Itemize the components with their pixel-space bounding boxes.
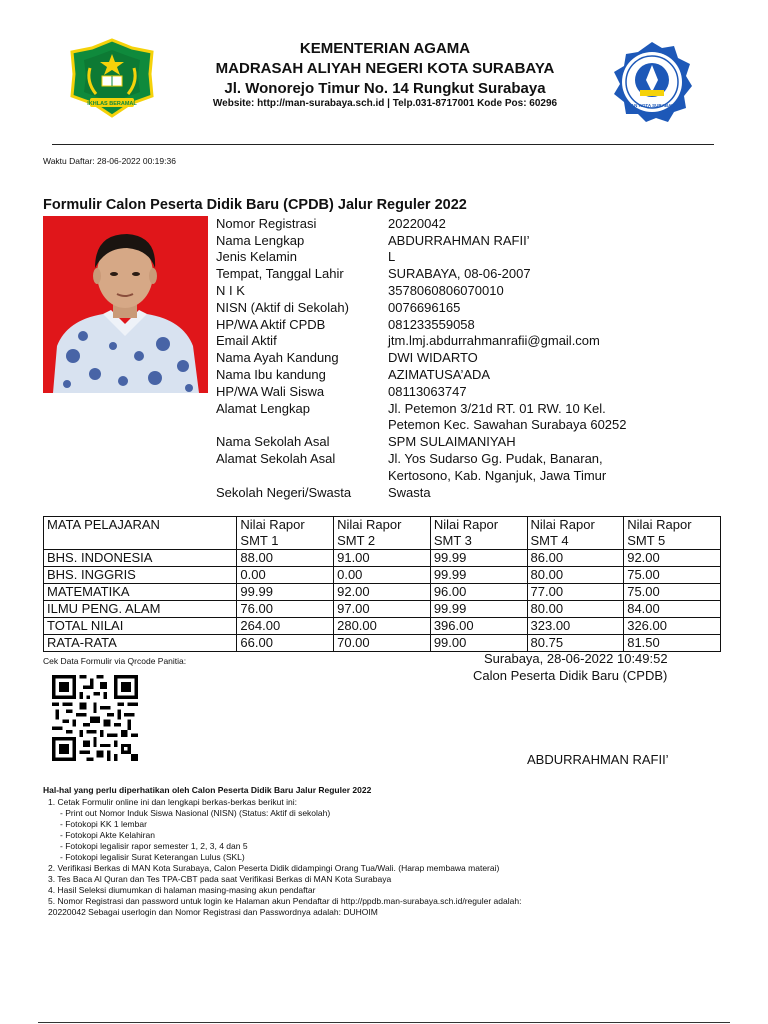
svg-text:IKHLAS BERAMAL: IKHLAS BERAMAL: [87, 101, 137, 107]
subject-cell: BHS. INGGRIS: [44, 567, 237, 584]
score-cell: 323.00: [527, 618, 624, 635]
score-cell: 99.99: [430, 550, 527, 567]
score-cell: 99.99: [430, 567, 527, 584]
form-title: Formulir Calon Peserta Didik Baru (CPDB) Jalur Reguler 2022: [43, 197, 467, 213]
notes-title: Hal-hal yang perlu diperhatikan oleh Calon Peserta Didik Baru Jalur Reguler 2022: [43, 785, 372, 795]
header-semester: Nilai Rapor SMT 1: [237, 517, 334, 550]
kemenag-logo: [68, 38, 156, 118]
score-cell: 92.00: [334, 584, 431, 601]
field-label: HP/WA Wali Siswa: [216, 384, 325, 399]
field-value: L: [388, 249, 396, 264]
note-line: 5. Nomor Registrasi dan password untuk login ke Halaman akun Pendaftar di http://ppdb.man-surabaya.sch.id/reguler adalah:: [48, 896, 522, 906]
field-value: SPM SULAIMANIYAH: [388, 434, 516, 449]
subject-cell: RATA-RATA: [44, 635, 237, 652]
score-cell: 77.00: [527, 584, 624, 601]
field-value: 08113063747: [388, 384, 467, 399]
field-value: 20220042: [388, 216, 446, 231]
table-row: [44, 601, 721, 618]
header-divider: [52, 144, 714, 145]
field-label: Alamat Lengkap: [216, 401, 310, 416]
header-semester: Nilai Rapor SMT 3: [430, 517, 527, 550]
field-value: Jl. Yos Sudarso Gg. Pudak, Banaran,: [388, 451, 603, 466]
field-label: HP/WA Aktif CPDB: [216, 317, 326, 332]
table-row: [44, 584, 721, 601]
field-value: Swasta: [388, 485, 431, 500]
score-cell: 81.50: [624, 635, 721, 652]
field-label: Nomor Registrasi: [216, 216, 317, 231]
field-value: ABDURRAHMAN RAFII’: [388, 233, 530, 248]
score-cell: 396.00: [430, 618, 527, 635]
score-cell: 0.00: [237, 567, 334, 584]
score-cell: 99.99: [430, 601, 527, 618]
score-cell: 280.00: [334, 618, 431, 635]
field-value-continued: Petemon Kec. Sawahan Surabaya 60252: [388, 417, 627, 432]
field-value-continued: Kertosono, Kab. Nganjuk, Jawa Timur: [388, 468, 607, 483]
field-label: Nama Sekolah Asal: [216, 434, 330, 449]
note-line: 1. Cetak Formulir online ini dan lengkapi berkas-berkas berikut ini:: [48, 797, 297, 807]
score-cell: 80.00: [527, 567, 624, 584]
qr-code-icon: [52, 675, 138, 761]
score-cell: 70.00: [334, 635, 431, 652]
score-cell: 75.00: [624, 567, 721, 584]
header-contact: Website: http://man-surabaya.sch.id | Telp.031-8717001 Kode Pos: 60296: [212, 98, 558, 109]
applicant-photo: [43, 216, 208, 393]
score-cell: 86.00: [527, 550, 624, 567]
score-cell: 326.00: [624, 618, 721, 635]
field-label: Email Aktif: [216, 333, 277, 348]
score-cell: 96.00: [430, 584, 527, 601]
header-school-name: MADRASAH ALIYAH NEGERI KOTA SURABAYA: [215, 60, 555, 77]
svg-text:MAN KOTA SURABAYA: MAN KOTA SURABAYA: [627, 103, 677, 108]
header-semester: Nilai Rapor SMT 2: [334, 517, 431, 550]
note-line: 3. Tes Baca Al Quran dan Tes TPA-CBT pada saat Verifikasi Berkas di MAN Kota Surabaya: [48, 874, 392, 884]
header-address: Jl. Wonorejo Timur No. 14 Rungkut Surabaya: [224, 80, 546, 97]
score-cell: 84.00: [624, 601, 721, 618]
field-value: 0076696165: [388, 300, 461, 315]
header-semester: Nilai Rapor SMT 5: [624, 517, 721, 550]
score-cell: 264.00: [237, 618, 334, 635]
grades-table: [43, 516, 721, 652]
field-label: Jenis Kelamin: [216, 249, 297, 264]
footer-divider: [38, 1022, 730, 1023]
note-line: - Fotokopi legalisir rapor semester 1, 2, 3, 4 dan 5: [60, 841, 248, 851]
score-cell: 66.00: [237, 635, 334, 652]
note-line: 2. Verifikasi Berkas di MAN Kota Surabaya, Calon Peserta Didik didampingi Orang Tua/Wali. (Harap membawa materai): [48, 863, 500, 873]
signature-name: ABDURRAHMAN RAFII’: [527, 752, 669, 767]
field-label: NISN (Aktif di Sekolah): [216, 300, 349, 315]
score-cell: 80.75: [527, 635, 624, 652]
subject-cell: ILMU PENG. ALAM: [44, 601, 237, 618]
table-row: [44, 550, 721, 567]
table-row: [44, 567, 721, 584]
field-label: N I K: [216, 283, 245, 298]
note-line: - Fotokopi KK 1 lembar: [60, 819, 147, 829]
field-value: 081233559058: [388, 317, 475, 332]
field-value: SURABAYA, 08-06-2007: [388, 266, 531, 281]
score-cell: 88.00: [237, 550, 334, 567]
note-line: - Fotokopi Akte Kelahiran: [60, 830, 155, 840]
subject-cell: MATEMATIKA: [44, 584, 237, 601]
qr-caption: Cek Data Formulir via Qrcode Panitia:: [43, 656, 187, 666]
average-row: [44, 635, 721, 652]
score-cell: 99.00: [430, 635, 527, 652]
field-label: Nama Ibu kandung: [216, 367, 326, 382]
note-line: 20220042 Sebagai userlogin dan Nomor Registrasi dan Passwordnya adalah: DUHOIM: [48, 907, 378, 917]
signature-place-date: Surabaya, 28-06-2022 10:49:52: [484, 651, 668, 666]
field-label: Nama Lengkap: [216, 233, 305, 248]
header-subject: MATA PELAJARAN: [44, 517, 237, 550]
score-cell: 0.00: [334, 567, 431, 584]
header-ministry: KEMENTERIAN AGAMA: [299, 40, 471, 57]
total-row: [44, 618, 721, 635]
score-cell: 92.00: [624, 550, 721, 567]
field-label: Sekolah Negeri/Swasta: [216, 485, 352, 500]
note-line: - Print out Nomor Induk Siswa Nasional (NISN) (Status: Aktif di sekolah): [60, 808, 331, 818]
note-line: 4. Hasil Seleksi diumumkan di halaman masing-masing akun pendaftar: [48, 885, 316, 895]
field-label: Tempat, Tanggal Lahir: [216, 266, 344, 281]
score-cell: 97.00: [334, 601, 431, 618]
score-cell: 80.00: [527, 601, 624, 618]
score-cell: 91.00: [334, 550, 431, 567]
registration-time: Waktu Daftar: 28-06-2022 00:19:36: [43, 156, 176, 166]
subject-cell: BHS. INDONESIA: [44, 550, 237, 567]
field-value: Jl. Petemon 3/21d RT. 01 RW. 10 Kel.: [388, 401, 606, 416]
field-value: DWI WIDARTO: [388, 350, 478, 365]
field-value: 3578060806070010: [388, 283, 504, 298]
subject-cell: TOTAL NILAI: [44, 618, 237, 635]
signature-role: Calon Peserta Didik Baru (CPDB): [473, 668, 668, 683]
score-cell: 75.00: [624, 584, 721, 601]
header-semester: Nilai Rapor SMT 4: [527, 517, 624, 550]
field-value: jtm.lmj.abdurrahmanrafii@gmail.com: [388, 333, 600, 348]
field-value: AZIMATUSA’ADA: [388, 367, 491, 382]
score-cell: 76.00: [237, 601, 334, 618]
score-cell: 99.99: [237, 584, 334, 601]
table-header-row: [44, 517, 721, 550]
field-label: Nama Ayah Kandung: [216, 350, 339, 365]
school-logo: [610, 40, 694, 124]
field-label: Alamat Sekolah Asal: [216, 451, 336, 466]
note-line: - Fotokopi legalisir Surat Keterangan Lulus (SKL): [60, 852, 245, 862]
